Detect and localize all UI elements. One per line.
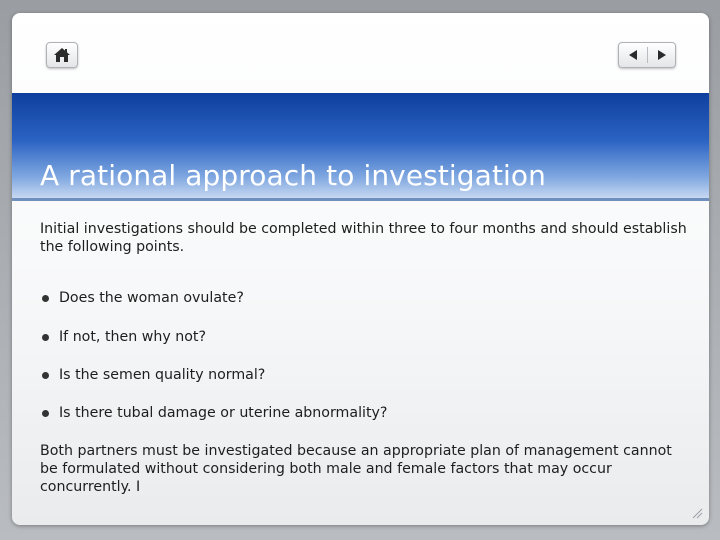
arrow-left-icon bbox=[627, 49, 639, 61]
bullet-item bbox=[40, 289, 244, 307]
bullet-icon bbox=[42, 295, 49, 302]
previous-slide-button[interactable] bbox=[619, 43, 646, 67]
closing-paragraph: Both partners must be investigated because an appropriate plan of management cannot be formulated without considering both male and female factors that may occur concurrently. I bbox=[40, 443, 672, 495]
bullet-text: Does the woman ovulate? bbox=[59, 290, 244, 306]
bullet-item bbox=[40, 366, 265, 384]
intro-paragraph: Initial investigations should be completed within three to four months and should establish the following points. bbox=[40, 221, 687, 255]
bullet-icon bbox=[42, 410, 49, 417]
bullet-item bbox=[40, 404, 387, 422]
slide-title: A rational approach to investigation bbox=[40, 159, 546, 192]
bullet-text: If not, then why not? bbox=[59, 329, 206, 345]
bullet-item bbox=[40, 328, 206, 346]
slide-navigation bbox=[618, 42, 676, 68]
bullet-text: Is the semen quality normal? bbox=[59, 367, 266, 383]
home-icon bbox=[53, 47, 71, 63]
bullet-text: Is there tubal damage or uterine abnormality? bbox=[59, 405, 388, 421]
slide-body bbox=[40, 220, 690, 495]
next-slide-button[interactable] bbox=[648, 43, 675, 67]
home-button[interactable] bbox=[46, 42, 78, 68]
arrow-right-icon bbox=[656, 49, 668, 61]
bullet-icon bbox=[42, 334, 49, 341]
slide bbox=[12, 13, 709, 525]
banner-divider bbox=[12, 198, 709, 201]
resize-grip-icon bbox=[691, 507, 703, 519]
bullet-icon bbox=[42, 372, 49, 379]
